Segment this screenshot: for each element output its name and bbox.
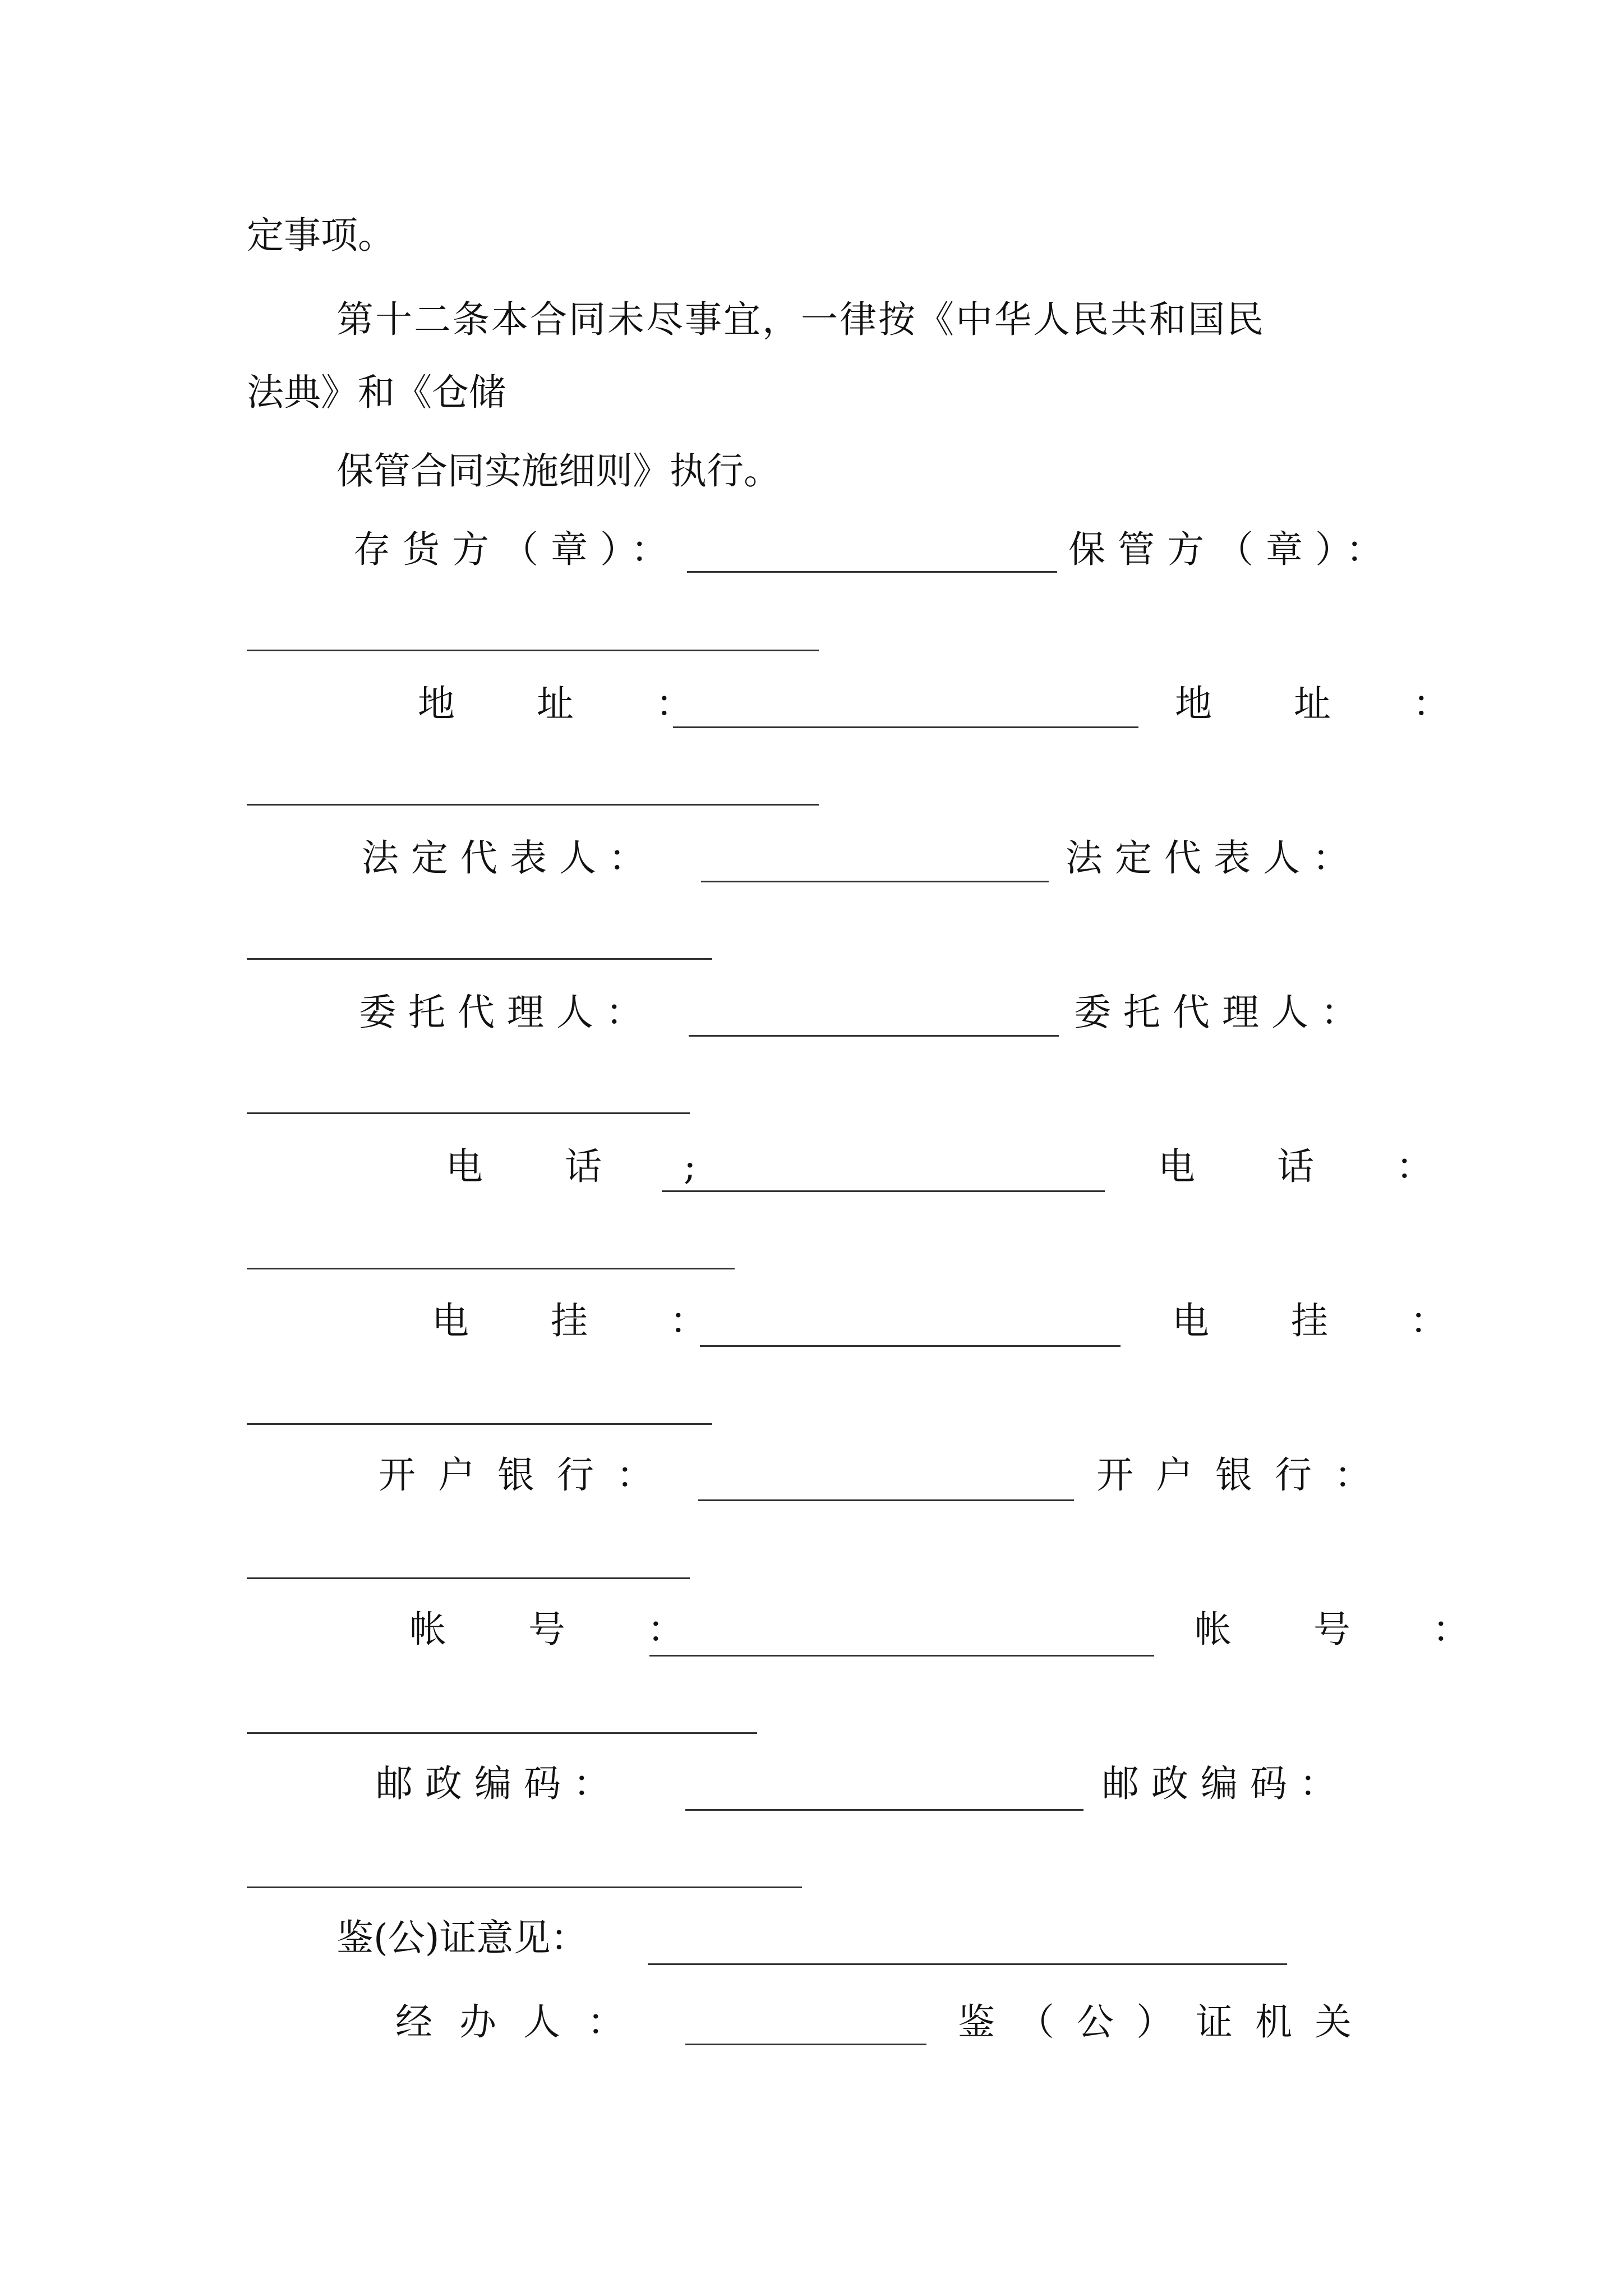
postal-blank-left <box>685 1809 1083 1811</box>
cable-blank-right <box>247 1423 712 1425</box>
address-label-left: 地 址 ： <box>418 682 715 725</box>
notary-opinion-blank <box>648 1963 1287 1965</box>
cable-label-left: 电 挂 ： <box>432 1299 729 1342</box>
agent-label-right: 委托代理人： <box>1074 991 1370 1034</box>
handler-blank <box>685 2044 926 2045</box>
agent-blank-left <box>689 1035 1059 1037</box>
depositor-label: 存货方（章）： <box>353 528 680 571</box>
phone-label-right: 电 话 ： <box>1158 1145 1455 1188</box>
account-blank-right <box>247 1732 757 1734</box>
handler-label: 经办人： <box>395 2000 651 2044</box>
account-blank-left <box>649 1655 1154 1657</box>
account-label-right: 帐 号 ： <box>1195 1608 1492 1651</box>
depositor-blank <box>687 571 1057 573</box>
legal-rep-label-left: 法定代表人： <box>362 836 658 880</box>
address-blank-left <box>673 726 1138 728</box>
address-blank-right <box>247 804 819 806</box>
notary-org-label: 鉴（公）证机关 <box>958 2000 1374 2044</box>
paragraph-line: 第十二条本合同未尽事宜，一律按《中华人民共和国民 <box>336 298 1265 341</box>
legal-rep-label-right: 法定代表人： <box>1066 836 1362 880</box>
paragraph-line: 保管合同实施细则》执行。 <box>336 449 781 493</box>
cable-blank-left <box>700 1345 1121 1347</box>
agent-label-left: 委托代理人： <box>359 991 655 1034</box>
bank-blank-right <box>247 1577 690 1579</box>
phone-blank-left <box>662 1190 1105 1192</box>
keeper-blank <box>247 650 819 651</box>
bank-label-left: 开户银行： <box>379 1453 676 1497</box>
cable-label-right: 电 挂 ： <box>1172 1299 1469 1342</box>
legal-rep-blank-right <box>247 958 712 960</box>
phone-blank-right <box>247 1268 735 1269</box>
account-label-left: 帐 号 ： <box>409 1608 707 1651</box>
postal-blank-right <box>247 1887 802 1888</box>
postal-label-left: 邮政编码： <box>376 1762 623 1805</box>
notary-opinion-label: 鉴(公)证意见： <box>336 1916 588 1959</box>
phone-label-left: 电 话 ; <box>446 1145 719 1188</box>
legal-rep-blank-left <box>701 881 1049 882</box>
paragraph-line: 法典》和《仓储 <box>247 371 506 414</box>
address-label-right: 地 址 ： <box>1175 682 1472 725</box>
bank-label-right: 开户银行： <box>1096 1453 1394 1497</box>
postal-label-right: 邮政编码： <box>1102 1762 1349 1805</box>
bank-blank-left <box>698 1499 1074 1501</box>
keeper-label: 保管方（章）： <box>1068 528 1395 571</box>
paragraph-line: 定事项。 <box>247 214 395 257</box>
agent-blank-right <box>247 1112 690 1114</box>
